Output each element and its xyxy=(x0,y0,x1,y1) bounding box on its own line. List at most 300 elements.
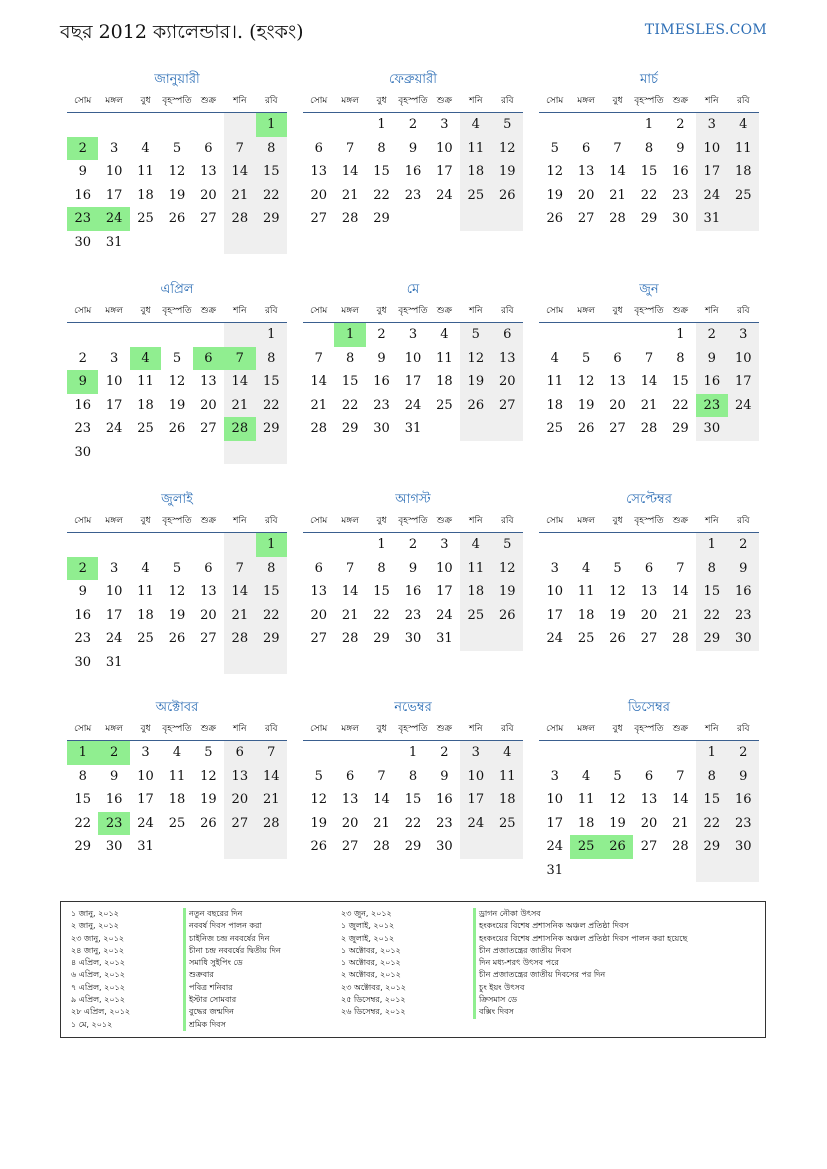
day-cell[interactable]: 11 xyxy=(728,137,759,161)
day-cell[interactable]: 11 xyxy=(460,557,491,581)
day-cell[interactable]: 13 xyxy=(200,584,217,599)
day-cell[interactable]: 31 xyxy=(105,654,123,670)
day-cell[interactable]: 7 xyxy=(314,350,323,366)
day-cell[interactable]: 13 xyxy=(200,374,217,389)
day-cell[interactable]: 26 xyxy=(546,211,563,226)
holiday-day-cell[interactable]: 2 xyxy=(67,557,98,581)
day-cell[interactable]: 30 xyxy=(696,417,727,441)
day-cell[interactable]: 4 xyxy=(172,745,182,760)
day-cell[interactable]: 4 xyxy=(550,350,559,366)
day-cell[interactable]: 11 xyxy=(577,792,595,807)
day-cell[interactable]: 9 xyxy=(377,350,386,366)
day-cell[interactable]: 19 xyxy=(492,580,523,604)
day-cell[interactable]: 19 xyxy=(546,187,563,203)
day-cell[interactable]: 28 xyxy=(672,631,689,646)
holiday-day-cell[interactable]: 1 xyxy=(256,533,287,557)
day-cell[interactable]: 1 xyxy=(256,323,287,347)
day-cell[interactable]: 7 xyxy=(377,768,386,784)
day-cell[interactable]: 9 xyxy=(728,557,759,581)
day-cell[interactable]: 18 xyxy=(728,160,759,184)
day-cell[interactable]: 20 xyxy=(609,397,626,413)
day-cell[interactable]: 5 xyxy=(613,768,622,784)
day-cell[interactable]: 9 xyxy=(408,140,418,156)
day-cell[interactable]: 7 xyxy=(345,140,355,156)
day-cell[interactable]: 30 xyxy=(74,234,91,250)
day-cell[interactable]: 18 xyxy=(577,607,595,623)
day-cell[interactable]: 24 xyxy=(460,812,491,836)
day-cell[interactable]: 22 xyxy=(696,812,727,836)
day-cell[interactable]: 26 xyxy=(200,815,217,831)
day-cell[interactable]: 30 xyxy=(373,421,390,436)
day-cell[interactable]: 27 xyxy=(577,211,595,226)
day-cell[interactable]: 14 xyxy=(256,765,287,789)
day-cell[interactable]: 21 xyxy=(672,815,689,831)
day-cell[interactable]: 26 xyxy=(168,631,186,646)
day-cell[interactable]: 22 xyxy=(373,187,390,203)
day-cell[interactable]: 17 xyxy=(460,788,491,812)
day-cell[interactable]: 25 xyxy=(577,631,595,646)
day-cell[interactable]: 20 xyxy=(640,815,658,831)
day-cell[interactable]: 10 xyxy=(105,584,123,599)
day-cell[interactable]: 30 xyxy=(728,627,759,651)
day-cell[interactable]: 28 xyxy=(224,627,255,651)
day-cell[interactable]: 8 xyxy=(256,347,287,371)
day-cell[interactable]: 5 xyxy=(492,533,523,557)
day-cell[interactable]: 5 xyxy=(550,140,559,156)
day-cell[interactable]: 24 xyxy=(436,187,453,203)
day-cell[interactable]: 3 xyxy=(440,117,449,132)
day-cell[interactable]: 29 xyxy=(256,627,287,651)
day-cell[interactable]: 26 xyxy=(310,839,327,854)
day-cell[interactable]: 17 xyxy=(105,397,123,413)
day-cell[interactable]: 22 xyxy=(74,815,91,831)
day-cell[interactable]: 10 xyxy=(105,164,123,179)
day-cell[interactable]: 24 xyxy=(105,631,123,646)
day-cell[interactable]: 23 xyxy=(728,812,759,836)
day-cell[interactable]: 17 xyxy=(404,374,422,389)
day-cell[interactable]: 8 xyxy=(78,768,87,784)
holiday-day-cell[interactable]: 2 xyxy=(67,137,98,161)
day-cell[interactable]: 21 xyxy=(310,397,327,413)
holiday-day-cell[interactable]: 1 xyxy=(67,741,98,765)
day-cell[interactable]: 10 xyxy=(137,768,154,784)
day-cell[interactable]: 28 xyxy=(373,839,390,854)
day-cell[interactable]: 2 xyxy=(377,327,386,342)
day-cell[interactable]: 27 xyxy=(200,211,217,226)
day-cell[interactable]: 27 xyxy=(200,631,217,646)
holiday-day-cell[interactable]: 7 xyxy=(224,347,255,371)
day-cell[interactable]: 24 xyxy=(404,397,422,413)
day-cell[interactable]: 20 xyxy=(310,187,327,203)
day-cell[interactable]: 9 xyxy=(440,768,449,784)
day-cell[interactable]: 13 xyxy=(492,347,523,371)
day-cell[interactable]: 10 xyxy=(546,792,563,807)
day-cell[interactable]: 15 xyxy=(373,164,390,179)
day-cell[interactable]: 27 xyxy=(341,839,359,854)
day-cell[interactable]: 8 xyxy=(644,140,654,156)
day-cell[interactable]: 6 xyxy=(204,560,213,576)
day-cell[interactable]: 12 xyxy=(609,792,626,807)
day-cell[interactable]: 10 xyxy=(105,374,123,389)
day-cell[interactable]: 16 xyxy=(404,584,422,599)
day-cell[interactable]: 19 xyxy=(492,160,523,184)
day-cell[interactable]: 23 xyxy=(74,631,91,646)
day-cell[interactable]: 17 xyxy=(105,187,123,203)
day-cell[interactable]: 20 xyxy=(200,187,217,203)
day-cell[interactable]: 21 xyxy=(224,184,255,208)
day-cell[interactable]: 2 xyxy=(408,537,418,552)
day-cell[interactable]: 3 xyxy=(460,741,491,765)
holiday-day-cell[interactable]: 23 xyxy=(98,812,129,836)
holiday-day-cell[interactable]: 6 xyxy=(193,347,224,371)
day-cell[interactable]: 14 xyxy=(224,370,255,394)
day-cell[interactable]: 16 xyxy=(373,374,390,389)
holiday-day-cell[interactable]: 1 xyxy=(334,323,365,347)
day-cell[interactable]: 29 xyxy=(696,835,727,859)
day-cell[interactable]: 5 xyxy=(460,323,491,347)
day-cell[interactable]: 17 xyxy=(546,607,563,623)
day-cell[interactable]: 17 xyxy=(546,815,563,831)
day-cell[interactable]: 15 xyxy=(672,374,689,389)
day-cell[interactable]: 5 xyxy=(172,350,182,366)
day-cell[interactable]: 24 xyxy=(546,631,563,646)
day-cell[interactable]: 26 xyxy=(168,421,186,436)
day-cell[interactable]: 28 xyxy=(341,211,359,226)
day-cell[interactable]: 14 xyxy=(609,164,626,179)
day-cell[interactable]: 16 xyxy=(404,164,422,179)
day-cell[interactable]: 4 xyxy=(440,327,449,342)
day-cell[interactable]: 24 xyxy=(696,184,727,208)
day-cell[interactable]: 16 xyxy=(105,792,123,807)
day-cell[interactable]: 18 xyxy=(577,815,595,831)
day-cell[interactable]: 22 xyxy=(256,604,287,628)
day-cell[interactable]: 6 xyxy=(224,741,255,765)
day-cell[interactable]: 15 xyxy=(640,164,658,179)
day-cell[interactable]: 31 xyxy=(137,839,154,854)
day-cell[interactable]: 21 xyxy=(224,604,255,628)
day-cell[interactable]: 6 xyxy=(644,560,654,576)
day-cell[interactable]: 7 xyxy=(613,140,622,156)
day-cell[interactable]: 24 xyxy=(137,815,154,831)
day-cell[interactable]: 4 xyxy=(141,560,150,576)
day-cell[interactable]: 25 xyxy=(546,421,563,436)
day-cell[interactable]: 15 xyxy=(404,792,422,807)
day-cell[interactable]: 8 xyxy=(377,560,386,576)
day-cell[interactable]: 8 xyxy=(408,768,418,784)
day-cell[interactable]: 8 xyxy=(256,557,287,581)
day-cell[interactable]: 29 xyxy=(74,839,91,854)
day-cell[interactable]: 20 xyxy=(200,397,217,413)
day-cell[interactable]: 6 xyxy=(204,140,213,156)
day-cell[interactable]: 3 xyxy=(696,113,727,137)
day-cell[interactable]: 21 xyxy=(672,607,689,623)
day-cell[interactable]: 17 xyxy=(696,160,727,184)
day-cell[interactable]: 3 xyxy=(109,350,119,366)
day-cell[interactable]: 21 xyxy=(256,788,287,812)
day-cell[interactable]: 28 xyxy=(310,421,327,436)
day-cell[interactable]: 7 xyxy=(224,557,255,581)
day-cell[interactable]: 26 xyxy=(577,421,595,436)
day-cell[interactable]: 19 xyxy=(310,815,327,831)
day-cell[interactable]: 14 xyxy=(341,164,359,179)
day-cell[interactable]: 1 xyxy=(408,745,418,760)
day-cell[interactable]: 6 xyxy=(345,768,355,784)
day-cell[interactable]: 11 xyxy=(137,164,154,179)
day-cell[interactable]: 24 xyxy=(105,421,123,436)
day-cell[interactable]: 12 xyxy=(492,137,523,161)
day-cell[interactable]: 27 xyxy=(640,631,658,646)
day-cell[interactable]: 20 xyxy=(310,607,327,623)
day-cell[interactable]: 3 xyxy=(550,560,559,576)
day-cell[interactable]: 19 xyxy=(460,370,491,394)
day-cell[interactable]: 11 xyxy=(460,137,491,161)
day-cell[interactable]: 30 xyxy=(105,839,123,854)
day-cell[interactable]: 16 xyxy=(728,580,759,604)
day-cell[interactable]: 19 xyxy=(168,397,186,413)
day-cell[interactable]: 23 xyxy=(373,397,390,413)
day-cell[interactable]: 16 xyxy=(696,370,727,394)
day-cell[interactable]: 7 xyxy=(224,137,255,161)
day-cell[interactable]: 23 xyxy=(728,604,759,628)
day-cell[interactable]: 19 xyxy=(200,792,217,807)
day-cell[interactable]: 27 xyxy=(492,394,523,418)
day-cell[interactable]: 22 xyxy=(256,394,287,418)
day-cell[interactable]: 19 xyxy=(577,397,595,413)
day-cell[interactable]: 13 xyxy=(224,765,255,789)
day-cell[interactable]: 9 xyxy=(676,140,685,156)
day-cell[interactable]: 16 xyxy=(74,397,91,413)
day-cell[interactable]: 8 xyxy=(696,557,727,581)
day-cell[interactable]: 5 xyxy=(314,768,323,784)
day-cell[interactable]: 12 xyxy=(310,792,327,807)
day-cell[interactable]: 1 xyxy=(696,533,727,557)
day-cell[interactable]: 10 xyxy=(404,350,422,366)
day-cell[interactable]: 26 xyxy=(168,211,186,226)
day-cell[interactable]: 25 xyxy=(436,397,453,413)
day-cell[interactable]: 28 xyxy=(672,839,689,854)
day-cell[interactable]: 24 xyxy=(436,607,453,623)
day-cell[interactable]: 22 xyxy=(256,184,287,208)
day-cell[interactable]: 6 xyxy=(314,560,323,576)
day-cell[interactable]: 3 xyxy=(550,768,559,784)
day-cell[interactable]: 18 xyxy=(137,187,154,203)
day-cell[interactable]: 22 xyxy=(341,397,359,413)
day-cell[interactable]: 16 xyxy=(436,792,453,807)
day-cell[interactable]: 20 xyxy=(577,187,595,203)
day-cell[interactable]: 9 xyxy=(78,584,87,599)
day-cell[interactable]: 12 xyxy=(577,374,595,389)
day-cell[interactable]: 18 xyxy=(492,788,523,812)
day-cell[interactable]: 15 xyxy=(373,584,390,599)
day-cell[interactable]: 1 xyxy=(377,537,386,552)
day-cell[interactable]: 21 xyxy=(373,815,390,831)
day-cell[interactable]: 23 xyxy=(436,815,453,831)
day-cell[interactable]: 6 xyxy=(492,323,523,347)
day-cell[interactable]: 27 xyxy=(310,211,327,226)
day-cell[interactable]: 5 xyxy=(613,560,622,576)
day-cell[interactable]: 29 xyxy=(256,417,287,441)
day-cell[interactable]: 2 xyxy=(728,741,759,765)
day-cell[interactable]: 26 xyxy=(492,184,523,208)
day-cell[interactable]: 4 xyxy=(581,560,591,576)
day-cell[interactable]: 22 xyxy=(373,607,390,623)
day-cell[interactable]: 14 xyxy=(672,584,689,599)
day-cell[interactable]: 28 xyxy=(224,207,255,231)
day-cell[interactable]: 29 xyxy=(672,421,689,436)
day-cell[interactable]: 10 xyxy=(436,140,453,156)
day-cell[interactable]: 8 xyxy=(345,350,355,366)
day-cell[interactable]: 15 xyxy=(74,792,91,807)
day-cell[interactable]: 26 xyxy=(460,394,491,418)
holiday-day-cell[interactable]: 1 xyxy=(256,113,287,137)
day-cell[interactable]: 5 xyxy=(172,140,182,156)
day-cell[interactable]: 22 xyxy=(696,604,727,628)
day-cell[interactable]: 18 xyxy=(460,160,491,184)
day-cell[interactable]: 20 xyxy=(640,607,658,623)
day-cell[interactable]: 4 xyxy=(460,113,491,137)
day-cell[interactable]: 29 xyxy=(373,211,390,226)
day-cell[interactable]: 11 xyxy=(168,768,186,784)
day-cell[interactable]: 27 xyxy=(310,631,327,646)
day-cell[interactable]: 12 xyxy=(460,347,491,371)
day-cell[interactable]: 9 xyxy=(109,768,119,784)
day-cell[interactable]: 18 xyxy=(168,792,186,807)
day-cell[interactable]: 3 xyxy=(109,560,119,576)
day-cell[interactable]: 25 xyxy=(728,184,759,208)
day-cell[interactable]: 12 xyxy=(609,584,626,599)
day-cell[interactable]: 30 xyxy=(672,211,689,226)
day-cell[interactable]: 29 xyxy=(373,631,390,646)
day-cell[interactable]: 22 xyxy=(404,815,422,831)
day-cell[interactable]: 29 xyxy=(256,207,287,231)
day-cell[interactable]: 18 xyxy=(460,580,491,604)
day-cell[interactable]: 28 xyxy=(640,421,658,436)
day-cell[interactable]: 24 xyxy=(728,394,759,418)
day-cell[interactable]: 16 xyxy=(74,607,91,623)
day-cell[interactable]: 23 xyxy=(404,187,422,203)
day-cell[interactable]: 7 xyxy=(345,560,355,576)
day-cell[interactable]: 23 xyxy=(404,607,422,623)
day-cell[interactable]: 10 xyxy=(460,765,491,789)
day-cell[interactable]: 31 xyxy=(436,631,453,646)
day-cell[interactable]: 30 xyxy=(728,835,759,859)
day-cell[interactable]: 10 xyxy=(436,560,453,576)
day-cell[interactable]: 19 xyxy=(168,187,186,203)
day-cell[interactable]: 7 xyxy=(676,560,685,576)
day-cell[interactable]: 3 xyxy=(440,537,449,552)
holiday-day-cell[interactable]: 9 xyxy=(67,370,98,394)
day-cell[interactable]: 8 xyxy=(377,140,386,156)
day-cell[interactable]: 14 xyxy=(224,580,255,604)
day-cell[interactable]: 12 xyxy=(168,584,186,599)
day-cell[interactable]: 13 xyxy=(640,792,658,807)
day-cell[interactable]: 8 xyxy=(676,350,685,366)
day-cell[interactable]: 30 xyxy=(74,444,91,460)
day-cell[interactable]: 4 xyxy=(581,768,591,784)
day-cell[interactable]: 16 xyxy=(672,164,689,179)
day-cell[interactable]: 12 xyxy=(200,768,217,784)
day-cell[interactable]: 17 xyxy=(436,164,453,179)
day-cell[interactable]: 11 xyxy=(577,584,595,599)
day-cell[interactable]: 1 xyxy=(676,327,685,342)
day-cell[interactable]: 12 xyxy=(492,557,523,581)
day-cell[interactable]: 6 xyxy=(644,768,654,784)
holiday-day-cell[interactable]: 4 xyxy=(130,347,161,371)
day-cell[interactable]: 28 xyxy=(341,631,359,646)
day-cell[interactable]: 19 xyxy=(609,815,626,831)
day-cell[interactable]: 4 xyxy=(728,113,759,137)
day-cell[interactable]: 15 xyxy=(256,160,287,184)
day-cell[interactable]: 21 xyxy=(224,394,255,418)
day-cell[interactable]: 6 xyxy=(613,350,622,366)
day-cell[interactable]: 14 xyxy=(310,374,327,389)
day-cell[interactable]: 25 xyxy=(168,815,186,831)
day-cell[interactable]: 13 xyxy=(200,164,217,179)
day-cell[interactable]: 20 xyxy=(224,788,255,812)
day-cell[interactable]: 9 xyxy=(728,765,759,789)
day-cell[interactable]: 16 xyxy=(74,187,91,203)
day-cell[interactable]: 5 xyxy=(204,745,213,760)
day-cell[interactable]: 22 xyxy=(640,187,658,203)
day-cell[interactable]: 5 xyxy=(492,113,523,137)
day-cell[interactable]: 9 xyxy=(78,164,87,179)
day-cell[interactable]: 10 xyxy=(696,137,727,161)
day-cell[interactable]: 14 xyxy=(224,160,255,184)
day-cell[interactable]: 21 xyxy=(341,607,359,623)
day-cell[interactable]: 30 xyxy=(436,839,453,854)
day-cell[interactable]: 15 xyxy=(341,374,359,389)
day-cell[interactable]: 18 xyxy=(546,397,563,413)
day-cell[interactable]: 11 xyxy=(492,765,523,789)
day-cell[interactable]: 9 xyxy=(408,560,418,576)
day-cell[interactable]: 7 xyxy=(256,741,287,765)
day-cell[interactable]: 14 xyxy=(373,792,390,807)
day-cell[interactable]: 16 xyxy=(728,788,759,812)
day-cell[interactable]: 2 xyxy=(440,745,449,760)
day-cell[interactable]: 10 xyxy=(728,347,759,371)
day-cell[interactable]: 1 xyxy=(377,117,386,132)
day-cell[interactable]: 27 xyxy=(640,839,658,854)
holiday-day-cell[interactable]: 23 xyxy=(696,394,727,418)
day-cell[interactable]: 22 xyxy=(672,397,689,413)
day-cell[interactable]: 20 xyxy=(200,607,217,623)
holiday-day-cell[interactable]: 2 xyxy=(98,741,129,765)
day-cell[interactable]: 18 xyxy=(436,374,453,389)
day-cell[interactable]: 31 xyxy=(546,862,563,878)
day-cell[interactable]: 25 xyxy=(137,211,154,226)
day-cell[interactable]: 3 xyxy=(408,327,418,342)
day-cell[interactable]: 15 xyxy=(256,580,287,604)
day-cell[interactable]: 30 xyxy=(74,654,91,670)
day-cell[interactable]: 30 xyxy=(404,631,422,646)
day-cell[interactable]: 5 xyxy=(581,350,591,366)
day-cell[interactable]: 23 xyxy=(74,421,91,436)
day-cell[interactable]: 2 xyxy=(676,117,685,132)
day-cell[interactable]: 29 xyxy=(404,839,422,854)
holiday-day-cell[interactable]: 25 xyxy=(570,835,601,859)
day-cell[interactable]: 9 xyxy=(696,347,727,371)
day-cell[interactable]: 7 xyxy=(676,768,685,784)
holiday-day-cell[interactable]: 28 xyxy=(224,417,255,441)
day-cell[interactable]: 28 xyxy=(609,211,626,226)
day-cell[interactable]: 20 xyxy=(341,815,359,831)
day-cell[interactable]: 4 xyxy=(460,533,491,557)
day-cell[interactable]: 12 xyxy=(168,374,186,389)
day-cell[interactable]: 25 xyxy=(492,812,523,836)
day-cell[interactable]: 11 xyxy=(436,350,453,366)
day-cell[interactable]: 23 xyxy=(672,187,689,203)
day-cell[interactable]: 2 xyxy=(728,533,759,557)
